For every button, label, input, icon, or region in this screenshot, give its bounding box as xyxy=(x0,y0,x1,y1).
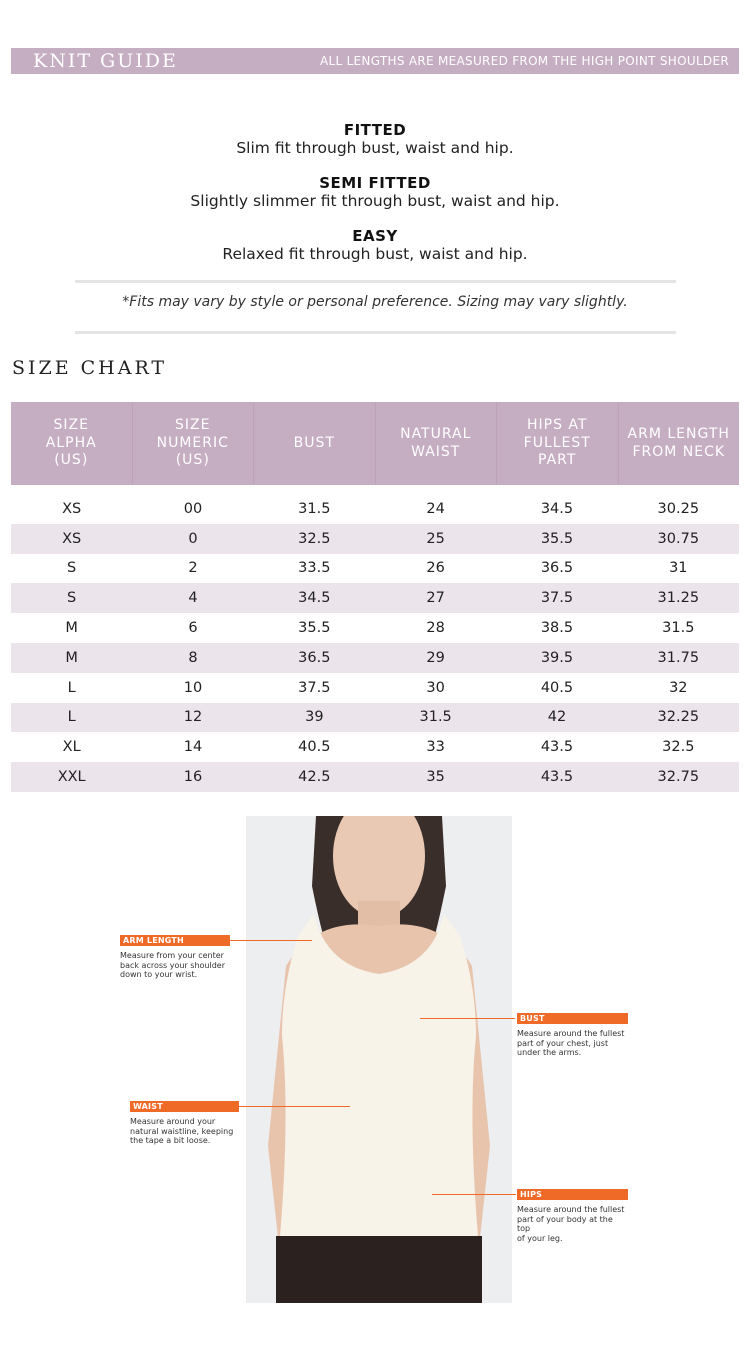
table-row xyxy=(11,524,739,554)
fit-name: FITTED xyxy=(343,121,407,139)
table-row xyxy=(11,554,739,584)
table-row xyxy=(11,583,739,613)
size-chart-title: SIZE CHART xyxy=(12,357,168,379)
table-cell: 42 xyxy=(547,709,567,726)
callout-arm-length xyxy=(120,935,230,980)
table-cell: XXL xyxy=(57,769,86,786)
table-cell: 33.5 xyxy=(298,560,331,577)
table-cell: L xyxy=(67,709,76,726)
callout-text: Measure around your natural waistline, keeping the tape a bit loose. xyxy=(130,1117,234,1145)
table-cell: 16 xyxy=(183,769,203,786)
table-cell: 35 xyxy=(426,769,445,786)
callout-text: Measure from your center back across your shoulder down to your wrist. xyxy=(120,951,225,979)
column-header-size-alpha: SIZE ALPHA (US) xyxy=(11,402,133,485)
table-cell: 34.5 xyxy=(298,590,331,607)
table-cell: S xyxy=(67,590,77,607)
table-cell: 00 xyxy=(183,500,203,517)
callout-tag: WAIST xyxy=(130,1101,239,1112)
table-cell: 35.5 xyxy=(298,620,331,637)
callout-text: Measure around the fullest part of your chest, just under the arms. xyxy=(517,1029,625,1057)
fit-fitted xyxy=(0,121,750,157)
fit-semi-fitted xyxy=(0,174,750,210)
table-cell: 38.5 xyxy=(540,620,574,637)
size-chart-table xyxy=(11,402,739,792)
callout-bust xyxy=(517,1013,628,1058)
waist-leader xyxy=(238,1106,350,1107)
callout-tag: ARM LENGTH xyxy=(120,935,230,946)
table-cell: 2 xyxy=(188,560,198,577)
column-header-hips: HIPS AT FULLEST PART xyxy=(497,402,619,485)
table-cell: XS xyxy=(62,500,82,517)
table-cell: 26 xyxy=(426,560,445,577)
table-cell: M xyxy=(65,620,78,637)
table-row xyxy=(11,703,739,733)
table-cell: 25 xyxy=(426,530,445,547)
table-row xyxy=(11,613,739,643)
table-cell: 43.5 xyxy=(540,739,574,756)
column-header-size-numeric: SIZE NUMERIC (US) xyxy=(133,402,255,485)
table-cell: 0 xyxy=(188,530,198,547)
table-cell: 12 xyxy=(183,709,203,726)
table-cell: 30.25 xyxy=(657,500,700,517)
table-cell: 31.5 xyxy=(662,620,695,637)
table-cell: 30.75 xyxy=(657,530,700,547)
table-cell: 33 xyxy=(426,739,445,756)
table-cell: 32.25 xyxy=(657,709,700,726)
table-cell: 40.5 xyxy=(298,739,331,756)
callout-text: Measure around the fullest part of your body at the top of your leg. xyxy=(517,1205,625,1243)
table-row xyxy=(11,643,739,673)
table-cell: 14 xyxy=(183,739,203,756)
table-cell: 35.5 xyxy=(540,530,574,547)
table-cell: L xyxy=(67,679,76,696)
table-header xyxy=(11,402,739,485)
table-cell: 32.5 xyxy=(298,530,331,547)
callout-tag: BUST xyxy=(517,1013,628,1024)
table-body xyxy=(11,494,739,792)
knit-guide-header xyxy=(11,48,739,74)
table-row xyxy=(11,673,739,703)
table-cell: 31.5 xyxy=(419,709,452,726)
fit-description: Slightly slimmer fit through bust, waist and hip. xyxy=(190,192,560,210)
model-illustration xyxy=(246,816,512,1303)
table-cell: 24 xyxy=(426,500,445,517)
model-photo xyxy=(246,816,512,1303)
table-cell: 36.5 xyxy=(540,560,574,577)
table-cell: 31 xyxy=(669,560,688,577)
divider-top xyxy=(75,280,676,283)
table-cell: 32.75 xyxy=(657,769,700,786)
table-cell: 31.5 xyxy=(298,500,331,517)
header-subtitle: ALL LENGTHS ARE MEASURED FROM THE HIGH POINT SHOULDER xyxy=(319,54,729,68)
hips-leader xyxy=(432,1194,516,1195)
header-title: KNIT GUIDE xyxy=(33,50,178,72)
table-row xyxy=(11,762,739,792)
fit-easy xyxy=(0,227,750,263)
table-cell: 32.5 xyxy=(662,739,695,756)
table-cell: M xyxy=(65,649,78,666)
divider-bottom xyxy=(75,331,676,334)
callout-waist xyxy=(130,1101,239,1146)
fit-note: *Fits may vary by style or personal preference. Sizing may vary slightly. xyxy=(122,294,628,310)
table-cell: 37.5 xyxy=(540,590,574,607)
column-header-arm-length: ARM LENGTH FROM NECK xyxy=(627,426,730,460)
table-cell: 4 xyxy=(188,590,198,607)
table-cell: 32 xyxy=(669,679,688,696)
table-cell: 42.5 xyxy=(298,769,331,786)
table-cell: 10 xyxy=(183,679,203,696)
table-cell: 6 xyxy=(188,620,198,637)
table-cell: 29 xyxy=(426,649,445,666)
fit-description: Relaxed fit through bust, waist and hip. xyxy=(222,245,528,263)
table-cell: 37.5 xyxy=(298,679,331,696)
table-cell: 40.5 xyxy=(540,679,574,696)
column-header-bust: BUST xyxy=(254,402,376,485)
fit-descriptions xyxy=(0,121,750,280)
table-cell: 39 xyxy=(305,709,324,726)
table-cell: 31.75 xyxy=(657,649,700,666)
table-cell: 34.5 xyxy=(540,500,574,517)
table-row xyxy=(11,732,739,762)
table-cell: 31.25 xyxy=(657,590,700,607)
table-cell: S xyxy=(67,560,77,577)
table-cell: 8 xyxy=(188,649,198,666)
table-row xyxy=(11,494,739,524)
fit-name: EASY xyxy=(352,227,398,245)
table-cell: 30 xyxy=(426,679,445,696)
table-cell: 43.5 xyxy=(540,769,574,786)
table-cell: XS xyxy=(62,530,82,547)
table-cell: 39.5 xyxy=(540,649,574,666)
arm-length-leader xyxy=(229,940,312,941)
table-cell: XL xyxy=(62,739,81,756)
fit-name: SEMI FITTED xyxy=(319,174,431,192)
table-cell: 36.5 xyxy=(298,649,331,666)
table-cell: 27 xyxy=(426,590,445,607)
bust-leader xyxy=(420,1018,515,1019)
table-cell: 28 xyxy=(426,620,445,637)
fit-description: Slim fit through bust, waist and hip. xyxy=(236,139,514,157)
callout-tag: HIPS xyxy=(517,1189,628,1200)
column-header-natural-waist: NATURAL WAIST xyxy=(376,402,498,485)
callout-hips xyxy=(517,1189,628,1243)
